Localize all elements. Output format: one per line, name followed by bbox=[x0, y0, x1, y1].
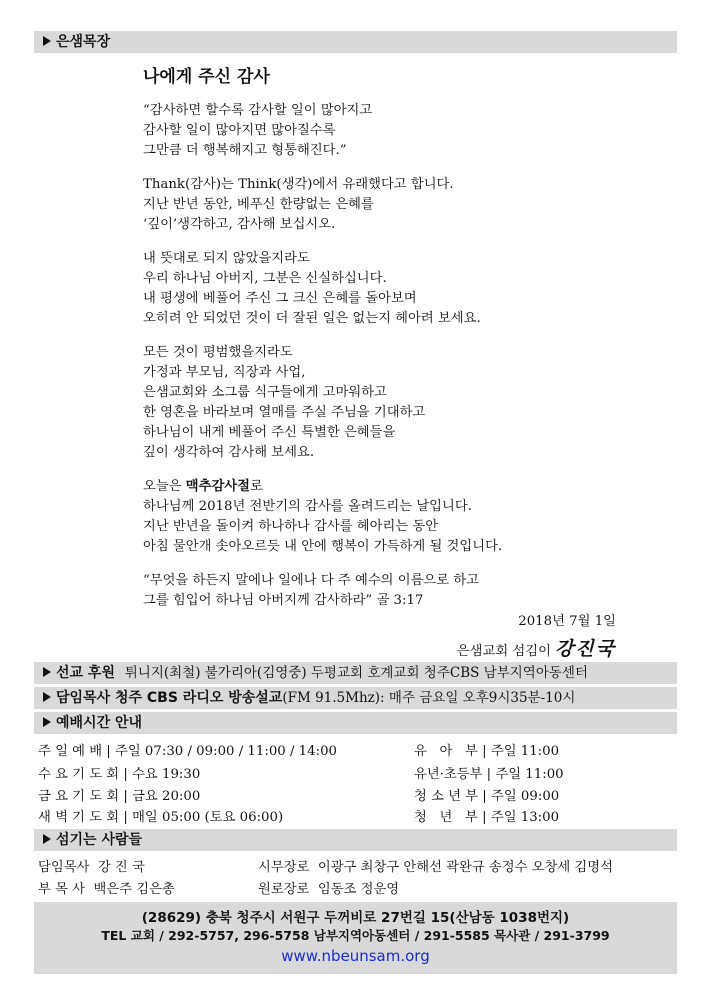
sponsor-text: 튀니지(최철) 불가리아(김영중) 두평교회 호계교회 청주CBS 남부지역아동센터 bbox=[124, 665, 588, 681]
staff-header-bar bbox=[34, 829, 677, 851]
worship-time: 주일 09:00 bbox=[491, 789, 560, 804]
highlight-text: 맥추감사절 bbox=[185, 479, 250, 494]
worship-time: 주일 11:00 bbox=[490, 744, 560, 759]
worship-name: 새 벽 기 도 회 bbox=[38, 810, 120, 825]
worship-time: 수요 19:30 bbox=[132, 767, 201, 782]
poem-line: 우리 하나님 아버지, 그분은 신실하십니다. bbox=[143, 271, 387, 286]
poem-line: ‘깊이’생각하고, 감사해 보십시오. bbox=[143, 217, 336, 232]
staff-names: 이광구 최창구 안해선 곽완규 송정수 오창세 김명석 bbox=[317, 860, 613, 875]
poem-line: 은샘교회와 소그룹 식구들에게 고마워하고 bbox=[143, 385, 387, 400]
church-phones: TEL 교회 / 292-5757, 296-5758 남부지역아동센터 / 291-5585 목사관 / 291-3799 bbox=[101, 928, 610, 943]
footer bbox=[34, 902, 677, 974]
triangle-right-icon bbox=[43, 667, 51, 677]
staff-label: 섬기는 사람들 bbox=[56, 832, 143, 848]
broadcast-label: 담임목사 청주 CBS 라디오 방송설교 bbox=[56, 690, 283, 706]
triangle-right-icon bbox=[43, 717, 51, 727]
staff-role: 시무장로 bbox=[258, 860, 310, 875]
poem-line: 지난 반년 동안, 베푸신 한량없는 은혜를 bbox=[143, 197, 374, 212]
staff-role: 부 목 사 bbox=[38, 882, 85, 897]
triangle-right-icon bbox=[43, 36, 51, 46]
worship-time: 주일 07:30 / 09:00 / 11:00 / 14:00 bbox=[115, 744, 337, 759]
poem-text: 오늘은 bbox=[143, 479, 186, 494]
worship-time: 주일 11:00 bbox=[495, 767, 564, 782]
poem-line: 하나님께 2018년 전반기의 감사를 올려드리는 날입니다. bbox=[143, 499, 472, 514]
stanza-3 bbox=[143, 249, 663, 329]
worship-header-bar bbox=[34, 712, 677, 734]
quote-line: 그를 힘입어 하나님 아버지께 감사하라” 골 3:17 bbox=[143, 593, 424, 608]
poem-line: 한 영혼을 바라보며 열매를 주실 주님을 기대하고 bbox=[143, 405, 426, 420]
triangle-right-icon bbox=[43, 692, 51, 702]
worship-row: 새 벽 기 도 회 | 매일 05:00 (토요 06:00) bbox=[38, 810, 284, 825]
poem-text: 로 bbox=[250, 479, 263, 494]
worship-time: 금요 20:00 bbox=[132, 789, 201, 804]
worship-row: 수 요 기 도 회 | 수요 19:30 bbox=[38, 767, 201, 782]
staff-role: 담임목사 bbox=[38, 860, 90, 875]
website-link[interactable]: www.nbeunsam.org bbox=[281, 947, 430, 965]
worship-row: 청 소 년 부 | 주일 09:00 bbox=[414, 789, 560, 804]
worship-name: 수 요 기 도 회 bbox=[38, 767, 120, 782]
triangle-right-icon bbox=[43, 834, 51, 844]
poem-line: 지난 반년을 돌이켜 하나하나 감사를 헤아리는 동안 bbox=[143, 519, 439, 534]
article-title: 나에게 주신 감사 bbox=[143, 67, 270, 87]
broadcast-text: (FM 91.5Mhz): 매주 금요일 오후9시35분-10시 bbox=[282, 690, 576, 706]
worship-row: 청 년 부 | 주일 13:00 bbox=[414, 810, 560, 825]
staff-names: 임동조 정운영 bbox=[317, 882, 400, 897]
staff-row bbox=[38, 878, 175, 897]
section-header: 은샘목장 bbox=[56, 34, 111, 50]
section-header-bar bbox=[34, 31, 677, 53]
staff-row bbox=[258, 856, 613, 875]
poem-line: 내 뜻대로 되지 않았을지라도 bbox=[143, 251, 310, 266]
poem-body bbox=[143, 101, 663, 625]
worship-time: 매일 05:00 (토요 06:00) bbox=[132, 810, 284, 825]
church-address: (28629) 충북 청주시 서원구 두꺼비로 27번길 15(산남동 1038번지) bbox=[141, 910, 570, 926]
stanza-2 bbox=[143, 175, 663, 235]
stanza-5 bbox=[143, 477, 663, 557]
staff-role: 원로장로 bbox=[258, 882, 310, 897]
worship-row: 유년·초등부 | 주일 11:00 bbox=[414, 767, 564, 782]
poem-line: Thank(감사)는 Think(생각)에서 유래했다고 합니다. bbox=[143, 177, 454, 192]
poem-line: 내 평생에 베풀어 주신 그 크신 은혜를 돌아보며 bbox=[143, 291, 417, 306]
stanza-1 bbox=[143, 101, 663, 161]
stanza-4 bbox=[143, 343, 663, 463]
poem-line: 깊이 생각하여 감사해 보세요. bbox=[143, 445, 315, 460]
scripture-quote bbox=[143, 571, 663, 611]
worship-row: 주 일 예 배 | 주일 07:30 / 09:00 / 11:00 / 14:00 bbox=[38, 744, 337, 759]
poem-line: 오히려 안 되었던 것이 더 잘된 일은 없는지 헤아려 보세요. bbox=[143, 311, 481, 326]
poem-line: “감사하면 할수록 감사할 일이 많아지고 bbox=[143, 103, 373, 118]
worship-label: 예배시간 안내 bbox=[56, 715, 143, 731]
worship-row: 금 요 기 도 회 | 금요 20:00 bbox=[38, 789, 201, 804]
quote-line: “무엇을 하든지 말에나 일에나 다 주 예수의 이름으로 하고 bbox=[143, 573, 480, 588]
worship-name: 금 요 기 도 회 bbox=[38, 789, 120, 804]
date-line: 2018년 7월 1일 bbox=[518, 614, 616, 629]
worship-name: 주 일 예 배 bbox=[38, 744, 103, 759]
worship-name: 유 아 부 bbox=[414, 744, 478, 759]
sponsor-bar bbox=[34, 662, 677, 684]
poem-line: 그만큼 더 행복해지고 형통해진다.” bbox=[143, 143, 347, 158]
broadcast-bar bbox=[34, 687, 677, 709]
staff-names: 강 진 국 bbox=[97, 860, 145, 875]
worship-row: 유 아 부 | 주일 11:00 bbox=[414, 744, 560, 759]
staff-row bbox=[258, 878, 399, 897]
sponsor-label: 선교 후원 bbox=[56, 665, 115, 681]
worship-name: 청 년 부 bbox=[414, 810, 478, 825]
signature: 강진국 bbox=[554, 638, 616, 660]
poem-line: 아침 물안개 솟아오르듯 내 안에 행복이 가득하게 될 것입니다. bbox=[143, 539, 503, 554]
poem-line: 가정과 부모님, 직장과 사업, bbox=[143, 365, 306, 380]
poem-line: 하나님이 내게 베풀어 주신 특별한 은혜들을 bbox=[143, 425, 396, 440]
worship-name: 유년·초등부 bbox=[414, 767, 483, 782]
staff-names: 백은주 김은총 bbox=[93, 882, 175, 897]
staff-row bbox=[38, 856, 145, 875]
worship-time: 주일 13:00 bbox=[490, 810, 560, 825]
worship-name: 청 소 년 부 bbox=[414, 789, 479, 804]
poem-line: 모든 것이 평범했을지라도 bbox=[143, 345, 293, 360]
poem-line bbox=[143, 477, 663, 497]
signature-line bbox=[457, 634, 616, 661]
signer-label: 은샘교회 섬김이 bbox=[456, 644, 551, 659]
poem-line: 감사할 일이 많아지면 많아질수록 bbox=[143, 123, 336, 138]
